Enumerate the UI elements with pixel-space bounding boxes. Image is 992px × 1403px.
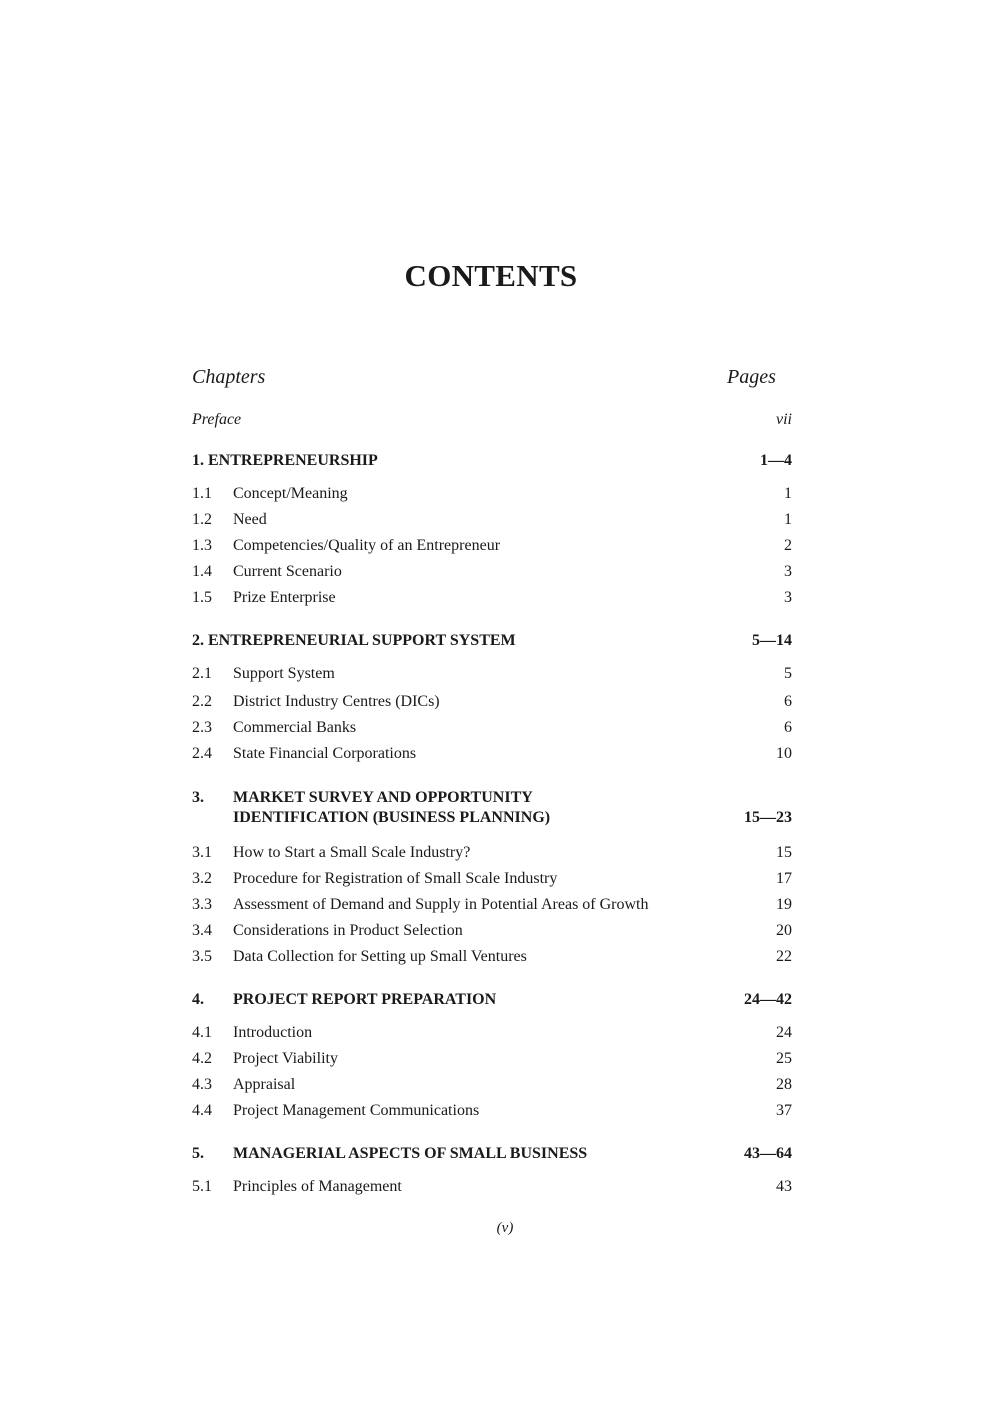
section-number: 4.2 — [192, 1050, 212, 1067]
section-page: 6 — [784, 693, 792, 710]
section-number: 1.2 — [192, 511, 212, 528]
section-number: 2.2 — [192, 693, 212, 710]
section-title: Concept/Meaning — [233, 485, 348, 502]
section-title: Current Scenario — [233, 563, 342, 580]
toc-entry[interactable] — [192, 1177, 792, 1197]
section-title: Introduction — [233, 1024, 313, 1041]
section-page: 1 — [784, 511, 792, 528]
toc-entry[interactable] — [192, 895, 792, 915]
section-number: 4.3 — [192, 1076, 212, 1093]
toc-entry[interactable] — [192, 718, 792, 738]
section-page: 17 — [776, 870, 792, 887]
chapter-heading-3-cont[interactable] — [192, 808, 792, 828]
section-number: 4.1 — [192, 1024, 212, 1041]
section-title: Support System — [233, 665, 335, 682]
toc-entry[interactable] — [192, 869, 792, 889]
section-number: 3.4 — [192, 922, 212, 939]
section-title: Considerations in Product Selection — [233, 922, 463, 939]
page-title: CONTENTS — [404, 258, 578, 293]
section-page: 15 — [776, 844, 792, 861]
toc-entry[interactable] — [192, 536, 792, 556]
section-title: State Financial Corporations — [233, 745, 417, 762]
entry-title: Preface — [192, 411, 242, 428]
toc-entry[interactable] — [192, 510, 792, 530]
chapter-title-line2: IDENTIFICATION (BUSINESS PLANNING) — [233, 809, 551, 826]
section-title: Appraisal — [233, 1076, 296, 1093]
toc-entry[interactable] — [192, 664, 792, 684]
section-number: 3.1 — [192, 844, 212, 861]
chapter-title: PROJECT REPORT PREPARATION — [233, 991, 497, 1008]
section-number: 1.1 — [192, 485, 212, 502]
toc-entry[interactable] — [192, 692, 792, 712]
section-title: Principles of Management — [233, 1178, 402, 1195]
toc-entry[interactable] — [192, 921, 792, 941]
section-page: 19 — [776, 896, 792, 913]
section-number: 5.1 — [192, 1178, 212, 1195]
section-number: 3.3 — [192, 896, 212, 913]
toc-entry[interactable] — [192, 744, 792, 764]
chapter-title: MANAGERIAL ASPECTS OF SMALL BUSINESS — [233, 1145, 588, 1162]
toc-entry[interactable] — [192, 484, 792, 504]
section-page: 5 — [784, 665, 792, 682]
page-number: (v) — [496, 1220, 514, 1236]
chapter-number: 4. — [192, 991, 204, 1008]
chapter-heading-4[interactable] — [192, 990, 792, 1010]
toc-entry[interactable] — [192, 562, 792, 582]
section-number: 3.5 — [192, 948, 212, 965]
chapter-heading-2[interactable] — [192, 631, 792, 651]
section-title: Commercial Banks — [233, 719, 357, 736]
section-title: Assessment of Demand and Supply in Potential Areas of Growth — [233, 896, 649, 913]
chapter-number: 3. — [192, 789, 204, 806]
section-title: Project Viability — [233, 1050, 338, 1067]
toc-entry[interactable] — [192, 1049, 792, 1069]
chapter-heading-3[interactable] — [192, 788, 792, 808]
section-page: 10 — [776, 745, 792, 762]
chapter-pages: 43—64 — [744, 1145, 792, 1162]
chapter-title: 1. ENTREPRENEURSHIP — [192, 452, 378, 469]
section-page: 1 — [784, 485, 792, 502]
section-title: District Industry Centres (DICs) — [233, 693, 440, 710]
section-title: Data Collection for Setting up Small Ventures — [233, 948, 527, 965]
pages-header: Pages — [727, 366, 776, 388]
toc-entry-preface[interactable] — [192, 410, 792, 430]
section-page: 22 — [776, 948, 792, 965]
toc-entry[interactable] — [192, 1101, 792, 1121]
chapter-pages: 1—4 — [760, 452, 792, 469]
section-page: 37 — [776, 1102, 792, 1119]
entry-page: vii — [776, 411, 792, 428]
section-page: 6 — [784, 719, 792, 736]
section-title: Prize Enterprise — [233, 589, 336, 606]
section-page: 25 — [776, 1050, 792, 1067]
section-page: 43 — [776, 1178, 792, 1195]
section-number: 1.5 — [192, 589, 212, 606]
chapter-pages: 24—42 — [744, 991, 792, 1008]
section-title: Need — [233, 511, 267, 528]
section-page: 28 — [776, 1076, 792, 1093]
section-title: How to Start a Small Scale Industry? — [233, 844, 471, 861]
toc-entry[interactable] — [192, 1075, 792, 1095]
section-title: Procedure for Registration of Small Scale Industry — [233, 870, 558, 887]
section-page: 2 — [784, 537, 792, 554]
section-number: 1.4 — [192, 563, 212, 580]
toc-entry[interactable] — [192, 947, 792, 967]
section-number: 3.2 — [192, 870, 212, 887]
toc-entry[interactable] — [192, 843, 792, 863]
chapter-number: 5. — [192, 1145, 204, 1162]
chapter-heading-1[interactable] — [192, 451, 792, 471]
section-number: 2.1 — [192, 665, 212, 682]
section-number: 2.3 — [192, 719, 212, 736]
section-number: 1.3 — [192, 537, 212, 554]
toc-entry[interactable] — [192, 588, 792, 608]
section-number: 2.4 — [192, 745, 212, 762]
section-page: 20 — [776, 922, 792, 939]
section-page: 3 — [784, 589, 792, 606]
chapters-header: Chapters — [192, 366, 266, 388]
section-title: Project Management Communications — [233, 1102, 480, 1119]
chapter-title-line1: MARKET SURVEY AND OPPORTUNITY — [233, 789, 533, 806]
chapter-title: 2. ENTREPRENEURIAL SUPPORT SYSTEM — [192, 632, 516, 649]
section-number: 4.4 — [192, 1102, 212, 1119]
section-page: 24 — [776, 1024, 792, 1041]
chapter-pages: 15—23 — [744, 809, 792, 826]
section-page: 3 — [784, 563, 792, 580]
toc-entry[interactable] — [192, 1023, 792, 1043]
chapter-pages: 5—14 — [752, 632, 792, 649]
chapter-heading-5[interactable] — [192, 1144, 792, 1164]
section-title: Competencies/Quality of an Entrepreneur — [233, 537, 501, 554]
